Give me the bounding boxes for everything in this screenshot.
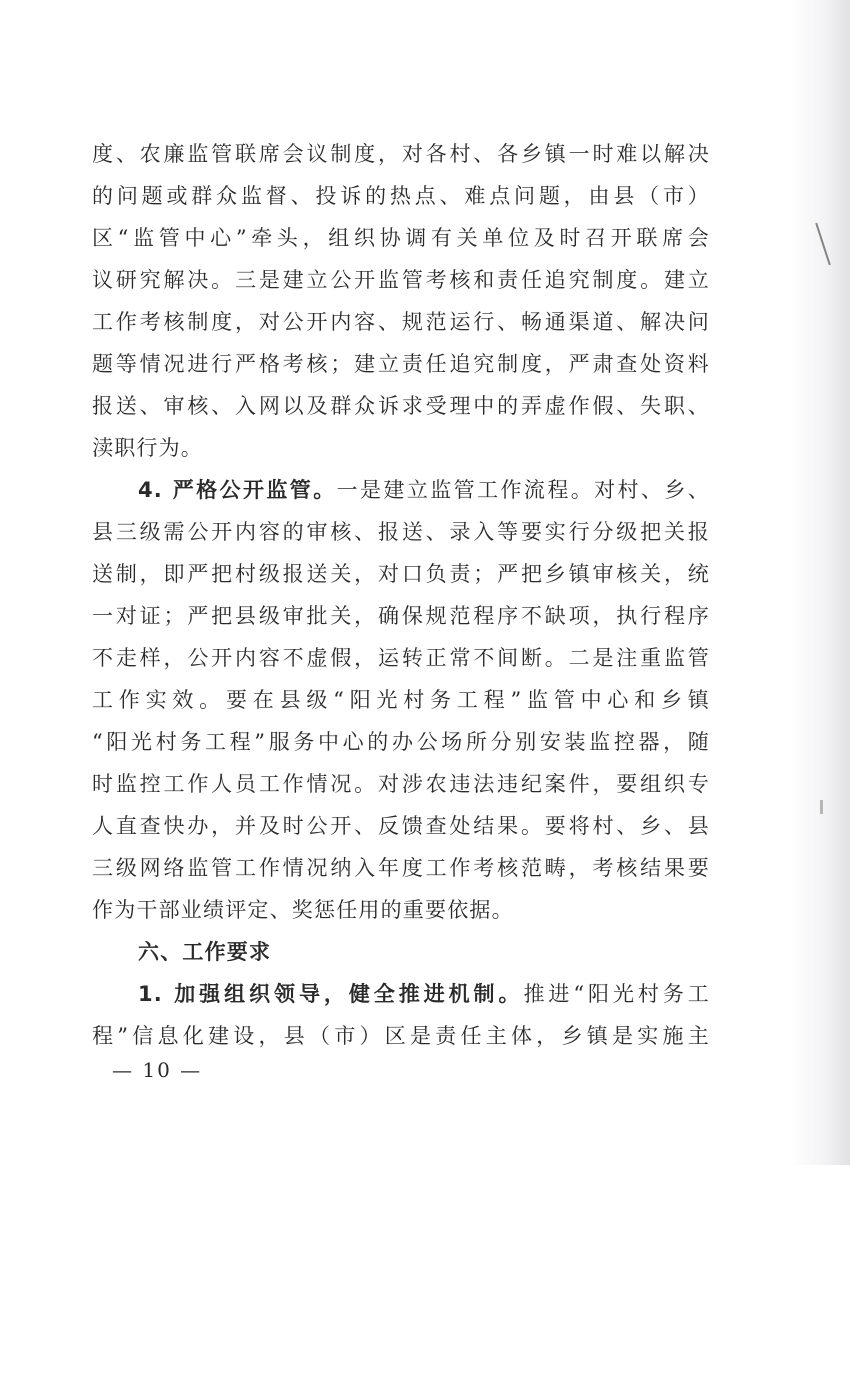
paragraph-heading: 1. 加强组织领导，健全推进机制。 — [138, 982, 524, 1006]
page-number: — 10 — — [112, 1058, 203, 1082]
text-line: 渎职行为。 — [92, 436, 203, 460]
text-line: 的问题或群众监督、投诉的热点、难点问题，由县（市） — [92, 184, 710, 208]
text-line: 工作考核制度，对公开内容、规范运行、畅通渠道、解决问 — [92, 310, 710, 334]
text-line: 报送、审核、入网以及群众诉求受理中的弄虚作假、失职、 — [92, 394, 710, 418]
text-line: 送制，即严把村级报送关，对口负责；严把乡镇审核关，统 — [92, 562, 710, 586]
text-run: 推进“阳光村务工 — [523, 982, 710, 1006]
text-line: 题等情况进行严格考核；建立责任追究制度，严肃查处资料 — [92, 352, 710, 376]
text-line: 区“监管中心”牵头，组织协调有关单位及时召开联席会 — [92, 226, 710, 250]
text-line: 人直查快办，并及时公开、反馈查处结果。要将村、乡、县 — [92, 814, 710, 838]
scan-edge-shadow — [790, 0, 850, 1165]
scan-mark — [820, 800, 823, 814]
text-line: 作为干部业绩评定、奖惩任用的重要依据。 — [92, 898, 514, 922]
text-line: “阳光村务工程”服务中心的办公场所分别安装监控器，随 — [92, 730, 710, 754]
text-line: 程”信息化建设，县（市）区是责任主体，乡镇是实施主 — [92, 1024, 710, 1048]
paragraph-first-line — [92, 469, 710, 511]
section-heading: 六、工作要求 — [138, 940, 272, 964]
paragraph-first-line — [92, 973, 710, 1015]
text-run: 一是建立监管工作流程。对村、乡、 — [336, 478, 710, 502]
text-line: 议研究解决。三是建立公开监管考核和责任追究制度。建立 — [92, 268, 710, 292]
text-line: 时监控工作人员工作情况。对涉农违法违纪案件，要组织专 — [92, 772, 710, 796]
text-line: 不走样，公开内容不虚假，运转正常不间断。二是注重监管 — [92, 646, 710, 670]
text-line: 度、农廉监管联席会议制度，对各村、各乡镇一时难以解决 — [92, 142, 710, 166]
paragraph-heading: 4. 严格公开监管。 — [138, 478, 337, 502]
text-line: 三级网络监管工作情况纳入年度工作考核范畴，考核结果要 — [92, 856, 710, 880]
body-text — [92, 133, 710, 1057]
text-line: 工作实效。要在县级“阳光村务工程”监管中心和乡镇 — [92, 688, 710, 712]
text-line: 一对证；严把县级审批关，确保规范程序不缺项，执行程序 — [92, 604, 710, 628]
text-line: 县三级需公开内容的审核、报送、录入等要实行分级把关报 — [92, 520, 710, 544]
